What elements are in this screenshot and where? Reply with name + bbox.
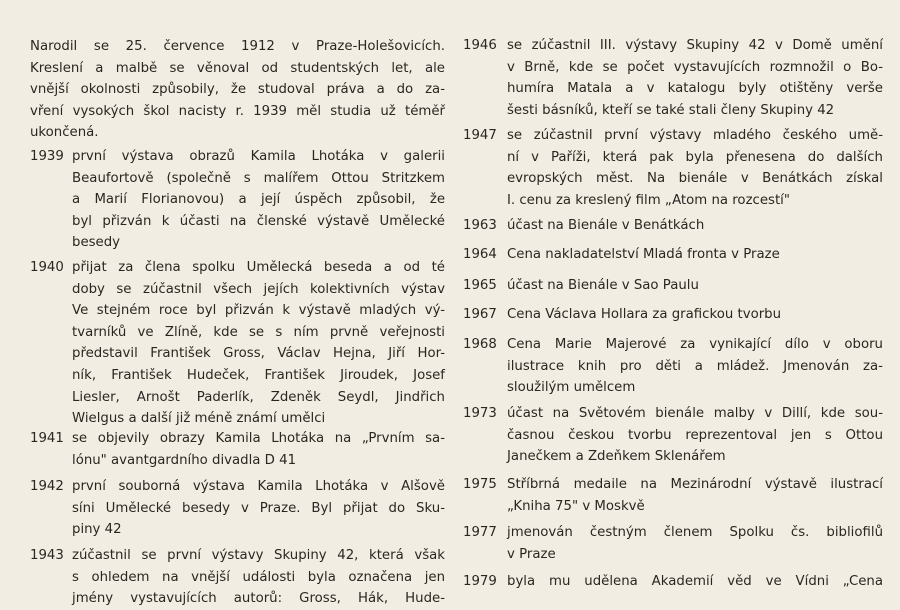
entry-line: Wielgus a další již méně známí umělci <box>72 411 326 427</box>
entry-text <box>507 403 883 468</box>
entry-year: 1965 <box>463 278 497 293</box>
entry-year: 1940 <box>30 260 64 275</box>
entry-line: časnou českou tvorbu reprezentoval jen s Ottou <box>507 427 883 443</box>
entry-text <box>72 428 445 471</box>
entry-line: účast na Bienále v Benátkách <box>507 218 705 233</box>
intro-paragraph <box>30 36 445 144</box>
entry-line: besedy <box>72 235 121 251</box>
entry-line: zúčastnil se první výstavy Skupiny 42, která však <box>72 548 445 563</box>
entry-line: lónu" avantgardního divadla D 41 <box>72 452 297 468</box>
entry-line: Cena nakladatelství Mladá fronta v Praze <box>507 247 780 262</box>
entry-line: šesti básníků, kteří se také stali členy Skupiny 42 <box>507 102 835 118</box>
entry-year: 1947 <box>463 128 497 143</box>
entry-line: s ohledem na vnější události byla označena jen <box>72 569 445 585</box>
entry-year: 1975 <box>463 477 497 492</box>
entry-year: 1977 <box>463 525 497 540</box>
entry-line: piny 42 <box>72 522 122 538</box>
entry-line: byl přizván k účasti na členské výstavě Umělecké <box>72 213 445 229</box>
entry-line: přijat za člena spolku Umělecká beseda a od té <box>72 260 445 275</box>
entry-line: sloužilým umělcem <box>507 380 636 396</box>
entry-year: 1963 <box>463 218 497 233</box>
entry-year: 1943 <box>30 548 64 563</box>
entry-text <box>507 304 883 326</box>
entry-text <box>507 275 883 297</box>
entry-text <box>507 334 883 399</box>
entry-line: v Praze <box>507 546 556 562</box>
entry-text <box>507 35 883 121</box>
entry-line: doby se zúčastnil všech jejích kolektivních výstav <box>72 281 445 297</box>
entry-line: síni Umělecké besedy v Praze. Byl přijat do Sku- <box>72 500 445 516</box>
entry-year: 1973 <box>463 406 497 421</box>
entry-line: ilustrace knih pro děti a mládež. Jmenován za- <box>507 358 883 374</box>
entry-line: účast na Světovém bienále malby v Dillí, kde sou- <box>507 406 883 421</box>
entry-line: se zúčastnil III. výstavy Skupiny 42 v Domě umění <box>507 38 883 53</box>
entry-text <box>72 545 445 610</box>
entry-line: jmény vystavujících autorů: Gross, Hák, Hude- <box>72 591 445 607</box>
entry-line: se objevily obrazy Kamila Lhotáka na „Prvním sa- <box>72 431 445 446</box>
entry-year: 1979 <box>463 574 497 589</box>
entry-text <box>507 571 883 593</box>
intro-line: vnější okolnosti způsobily, že studoval práva a do za- <box>30 82 445 98</box>
entry-line: první výstava obrazů Kamila Lhotáka v galerii <box>72 149 445 164</box>
entry-line: I. cenu za kreslený film „Atom na rozcestí" <box>507 192 790 208</box>
entry-text <box>72 257 445 430</box>
entry-line: ník, František Hudeček, František Jiroudek, Josef <box>72 367 445 383</box>
entry-line: byla mu udělena Akademií věd ve Vídni „Cena <box>507 574 883 589</box>
intro-line: ukončená. <box>30 125 99 141</box>
entry-line: Stříbrná medaile na Mezinárodní výstavě ilustrací <box>507 477 883 492</box>
entry-year: 1942 <box>30 479 64 494</box>
entry-text <box>72 146 445 254</box>
intro-line: vření vysokých škol nacisty r. 1939 měl studia už téměř <box>30 103 445 119</box>
entry-year: 1941 <box>30 431 64 446</box>
entry-line: humíra Matala a v katalogu byly otištěny verše <box>507 81 883 97</box>
entry-line: Cena Marie Majerové za vynikající dílo v oboru <box>507 337 883 352</box>
entry-text <box>507 215 883 237</box>
entry-line: jmenován čestným členem Spolku čs. bibliofilů <box>507 525 883 540</box>
entry-text <box>507 244 883 266</box>
entry-year: 1967 <box>463 307 497 322</box>
entry-line: se zúčastnil první výstavy mladého českého umě- <box>507 128 883 143</box>
entry-line: Janečkem a Zdeňkem Sklenářem <box>507 449 726 465</box>
entry-year: 1964 <box>463 247 497 262</box>
entry-line: ní v Paříži, která pak byla přenesena do dalších <box>507 149 883 165</box>
entry-line: Cena Václava Hollara za grafickou tvorbu <box>507 307 782 322</box>
entry-line: Ve stejném roce byl přizván k výstavě mladých vý- <box>72 303 445 319</box>
entry-line: evropských měst. Na bienále v Benátkách získal <box>507 171 883 187</box>
intro-line: Kreslení a malbě se věnoval od studentských let, ale <box>30 60 445 76</box>
entry-year: 1946 <box>463 38 497 53</box>
entry-text <box>507 522 883 565</box>
entry-text <box>507 125 883 211</box>
entry-line: účast na Bienále v Sao Paulu <box>507 278 699 293</box>
entry-line: tvarníků ve Zlíně, kde se s ním prvně veřejnosti <box>72 324 445 340</box>
entry-text <box>507 474 883 517</box>
entry-line: „Kniha 75" v Moskvě <box>507 498 645 514</box>
entry-line: v Brně, kde se počet vystavujících rozmnožil o Bo- <box>507 59 883 75</box>
entry-year: 1968 <box>463 337 497 352</box>
entry-line: a Marií Florianovou) a její úspěch způsobil, že <box>72 192 445 208</box>
entry-line: představil František Gross, Václav Hejna, Jiří Hor- <box>72 346 445 362</box>
entry-line: Beaufortově (společně s malířem Ottou Stritzkem <box>72 170 445 186</box>
intro-line: Narodil se 25. července 1912 v Praze-Holešovicích. <box>30 39 445 54</box>
entry-line: Liesler, Arnošt Paderlík, Zdeněk Seydl, Jindřich <box>72 389 445 405</box>
entry-line: první souborná výstava Kamila Lhotáka v Alšově <box>72 479 445 494</box>
entry-text <box>72 476 445 541</box>
entry-year: 1939 <box>30 149 64 164</box>
